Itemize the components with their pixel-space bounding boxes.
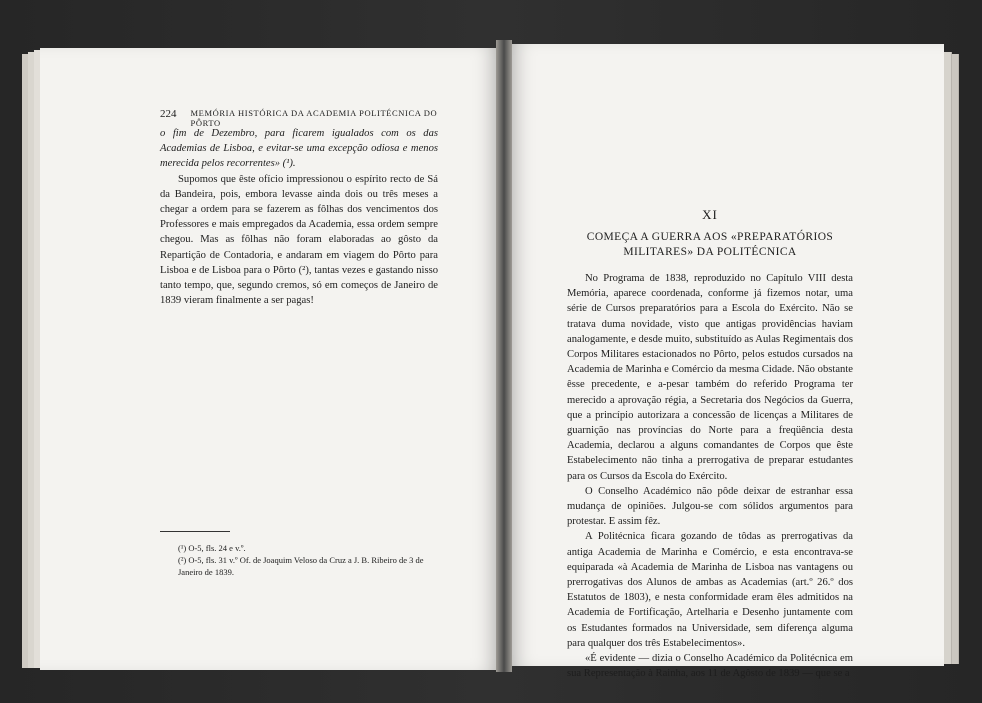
paragraph: o fim de Dezembro, para ficarem igualados com os das Academias de Lisboa, e evitar-se uma excepção odiosa e menos merecida pelos recorrentes» (¹).: [160, 128, 438, 170]
footnotes: [160, 542, 438, 578]
left-body-text: [160, 126, 438, 308]
running-header: [160, 108, 438, 128]
chapter-title-line: MILITARES» DA POLITÉCNICA: [623, 246, 797, 258]
page-number: 224: [160, 108, 177, 120]
footnote: (²) O-5, fls. 31 v.º Of. de Joaquim Veloso da Cruz a J. B. Ribeiro de 3 de Janeiro de 1839.: [178, 555, 424, 577]
chapter-title-line: COMEÇA A GUERRA AOS «PREPARATÓRIOS: [586, 231, 834, 243]
chapter-title: [580, 230, 840, 260]
paragraph: «É evidente — dizia o Conselho Académico da Politécnica em sua Representação à Rainha, aos 11 de Agôsto de 1839 — que se a: [567, 653, 853, 680]
right-body-text: [567, 271, 853, 681]
paragraph: A Politécnica ficara gozando de tôdas as prerrogativas da antiga Academia de Marinha e Comércio, e esta encontrava-se equiparada «à Academia de Marinha de Lisboa nas vantagens ou prerrogativas dos Alunos de ambas as Academias (art.º 26.º dos Estatutos de 1803), e nesta conformidade eram êles admitidos na Academia de Fortificação, Artelharia e Desenho juntamente com os Estudantes formados na Universidade, sem diferença alguma para qualquer dos três Estabelecimentos».: [567, 531, 853, 649]
paragraph: No Programa de 1838, reproduzido no Capítulo VIII desta Memória, aparece coordenada, conforme já fizemos notar, uma série de Cursos preparatórios para a Escola do Exército. Não se tratava duma novidade, visto que antigas providências haviam analogamente, e desde muito, substituído as Aulas Regimentais dos Corpos Militares estacionados no Pôrto, pelos estudos cursados na Academia de Marinha e Comércio da mesma Cidade. Não obstante êsse precedente, e a-pesar também do referido Programa ter merecido a aprovação régia, a Secretaria dos Negócios da Guerra, que a princípio autorizara a concessão de licenças a Militares de guarnição nas províncias do Norte para a freqüência desta Academia, declarou a alguns comandantes de Corpos que êste Estabelecimento não tinha a prerrogativa de preparar estudantes para os Cursos da Escola do Exército.: [567, 273, 853, 482]
book-gutter: [496, 40, 512, 672]
footnote: (¹) O-5, fls. 24 e v.º.: [178, 543, 246, 553]
footnote-rule: [160, 531, 230, 532]
chapter-number: XI: [702, 207, 718, 222]
running-head-title: MEMÓRIA HISTÓRICA DA ACADEMIA POLITÉCNICA DO PÔRTO: [190, 108, 438, 128]
paragraph: Supomos que êste ofício impressionou o espírito recto de Sá da Bandeira, pois, embora levasse ainda dois ou três meses a chegar a ordem para se fazerem as fôlhas dos vencimentos dos Professores e mais empregados da Academia, essa ordem sempre chegou. Mas as fôlhas não foram elaboradas ao gôsto da Repartição de Contadoria, e andaram em viagem do Pôrto para Lisboa e de Lisboa para o Pôrto (²), tantas vezes e gastando nisso tanto tempo, que, segundo cremos, só em começos de Janeiro de 1839 vieram finalmente a ser pagas!: [160, 173, 438, 307]
paragraph: O Conselho Académico não pôde deixar de estranhar essa mudança de opiniões. Julgou-se com sólidos argumentos para protestar. E assim fêz.: [567, 485, 853, 528]
